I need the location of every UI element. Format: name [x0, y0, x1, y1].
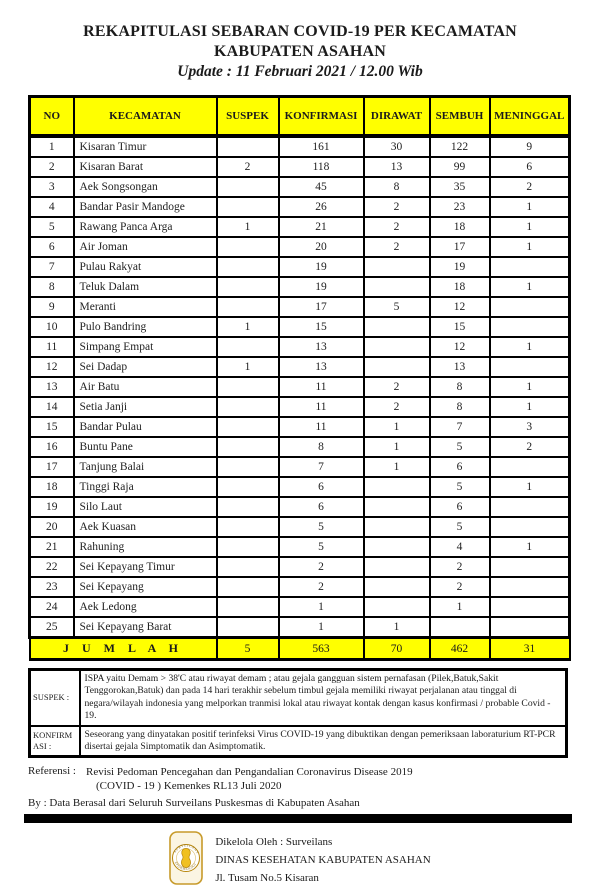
cell-meninggal [490, 577, 570, 597]
reference-block [28, 765, 600, 793]
cell-konfirmasi: 11 [279, 397, 364, 417]
cell-kecamatan: Aek Songsongan [74, 177, 217, 197]
table-row [30, 136, 570, 157]
header-kecamatan: KECAMATAN [74, 97, 217, 137]
cell-meninggal: 1 [490, 237, 570, 257]
cell-meninggal [490, 557, 570, 577]
cell-dirawat: 2 [364, 237, 430, 257]
footer [0, 831, 600, 890]
cell-kecamatan: Tanjung Balai [74, 457, 217, 477]
table-row [30, 617, 570, 638]
cell-sembuh: 5 [430, 437, 490, 457]
cell-konfirmasi: 5 [279, 537, 364, 557]
cell-suspek: 1 [217, 217, 279, 237]
cell-no: 3 [30, 177, 74, 197]
table-row [30, 597, 570, 617]
table-row [30, 177, 570, 197]
table-row [30, 337, 570, 357]
cell-sembuh: 13 [430, 357, 490, 377]
cell-no: 7 [30, 257, 74, 277]
cell-no: 14 [30, 397, 74, 417]
total-label: J U M L A H [30, 638, 217, 660]
table-row [30, 297, 570, 317]
cell-meninggal [490, 617, 570, 638]
cell-suspek [217, 597, 279, 617]
cell-meninggal: 3 [490, 417, 570, 437]
table-row [30, 497, 570, 517]
cell-sembuh: 19 [430, 257, 490, 277]
cell-dirawat: 2 [364, 397, 430, 417]
cell-dirawat: 1 [364, 457, 430, 477]
cell-no: 25 [30, 617, 74, 638]
cell-suspek [217, 457, 279, 477]
cell-sembuh: 18 [430, 277, 490, 297]
table-row [30, 277, 570, 297]
cell-konfirmasi: 19 [279, 277, 364, 297]
cell-konfirmasi: 21 [279, 217, 364, 237]
cell-suspek: 1 [217, 357, 279, 377]
note-text-suspek: ISPA yaitu Demam > 38'C atau riwayat demam ; atau gejala gangguan sistem pernafasan (Pilek,Batuk,Sakit Tenggorokan,Batuk) dan pada 14 hari terakhir sebelum timbul gejala memiliki riwayat perjalanan atau tinggal di negara/wilayah indonesia yang melporkan tranmisi lokal atau riwayat kontak dengan kasus konfirmasi / probable Covid - 19. [80, 670, 567, 726]
cell-meninggal [490, 257, 570, 277]
covid-table-header [30, 97, 570, 137]
cell-suspek [217, 497, 279, 517]
footer-text [215, 831, 430, 887]
note-text-konfirmasi: Seseorang yang dinyatakan positif terinfeksi Virus COVID-19 yang dibuktikan dengan pemeriksaan laboraturium RT-PCR disertai gejala Simptomatik dan Asimptomatik. [80, 726, 567, 757]
surveilans-epidemiologi-logo-icon [169, 831, 203, 890]
cell-sembuh [430, 617, 490, 638]
header-no: NO [30, 97, 74, 137]
table-row [30, 317, 570, 337]
cell-konfirmasi: 19 [279, 257, 364, 277]
divider-bar [24, 814, 572, 823]
cell-suspek [217, 577, 279, 597]
cell-meninggal: 1 [490, 477, 570, 497]
table-row [30, 477, 570, 497]
cell-suspek [217, 617, 279, 638]
cell-no: 10 [30, 317, 74, 337]
cell-kecamatan: Aek Ledong [74, 597, 217, 617]
logo-text-top: SURVEILANS [173, 843, 200, 855]
reference-lines [86, 765, 413, 793]
cell-no: 9 [30, 297, 74, 317]
cell-no: 15 [30, 417, 74, 437]
cell-dirawat [364, 257, 430, 277]
cell-meninggal [490, 317, 570, 337]
cell-no: 5 [30, 217, 74, 237]
cell-meninggal: 1 [490, 277, 570, 297]
cell-kecamatan: Silo Laut [74, 497, 217, 517]
table-row [30, 197, 570, 217]
reference-label: Referensi : [28, 765, 76, 778]
cell-dirawat [364, 597, 430, 617]
cell-no: 4 [30, 197, 74, 217]
table-row [30, 357, 570, 377]
cell-meninggal [490, 357, 570, 377]
cell-dirawat: 13 [364, 157, 430, 177]
cell-kecamatan: Kisaran Barat [74, 157, 217, 177]
cell-sembuh: 12 [430, 297, 490, 317]
cell-meninggal: 1 [490, 397, 570, 417]
cell-konfirmasi: 2 [279, 577, 364, 597]
cell-dirawat [364, 557, 430, 577]
table-row [30, 517, 570, 537]
title-block [0, 22, 600, 82]
cell-suspek [217, 277, 279, 297]
cell-no: 8 [30, 277, 74, 297]
cell-sembuh: 35 [430, 177, 490, 197]
cell-dirawat: 1 [364, 617, 430, 638]
cell-suspek [217, 517, 279, 537]
cell-dirawat [364, 317, 430, 337]
header-sembuh: SEMBUH [430, 97, 490, 137]
cell-konfirmasi: 7 [279, 457, 364, 477]
cell-dirawat: 1 [364, 437, 430, 457]
definitions-table [28, 668, 568, 758]
cell-no: 19 [30, 497, 74, 517]
reference-line2: (COVID - 19 ) Kemenkes RL13 Juli 2020 [96, 780, 282, 793]
cell-meninggal [490, 497, 570, 517]
note-row-konfirmasi [30, 726, 567, 757]
cell-sembuh: 2 [430, 557, 490, 577]
cell-dirawat [364, 497, 430, 517]
cell-kecamatan: Setia Janji [74, 397, 217, 417]
cell-sembuh: 18 [430, 217, 490, 237]
total-dirawat: 70 [364, 638, 430, 660]
cell-meninggal [490, 457, 570, 477]
cell-sembuh: 8 [430, 377, 490, 397]
cell-sembuh: 5 [430, 517, 490, 537]
cell-kecamatan: Bandar Pulau [74, 417, 217, 437]
header-dirawat: DIRAWAT [364, 97, 430, 137]
cell-meninggal: 2 [490, 177, 570, 197]
cell-sembuh: 8 [430, 397, 490, 417]
cell-dirawat [364, 277, 430, 297]
note-label-suspek: SUSPEK : [30, 670, 80, 726]
cell-no: 16 [30, 437, 74, 457]
cell-suspek: 1 [217, 317, 279, 337]
cell-meninggal: 2 [490, 437, 570, 457]
cell-suspek [217, 417, 279, 437]
table-row [30, 577, 570, 597]
cell-konfirmasi: 8 [279, 437, 364, 457]
source-by-line: By : Data Berasal dari Seluruh Surveilans Puskesmas di Kabupaten Asahan [28, 797, 360, 810]
cell-kecamatan: Sei Dadap [74, 357, 217, 377]
cell-meninggal [490, 597, 570, 617]
cell-dirawat: 2 [364, 197, 430, 217]
covid-table [28, 95, 571, 661]
cell-suspek [217, 337, 279, 357]
table-row [30, 437, 570, 457]
note-label-konfirmasi: KONFIRM ASI : [30, 726, 80, 757]
header-meninggal: MENINGGAL [490, 97, 570, 137]
cell-dirawat: 2 [364, 217, 430, 237]
page-title-line1: REKAPITULASI SEBARAN COVID-19 PER KECAMATAN [83, 23, 517, 40]
cell-konfirmasi: 45 [279, 177, 364, 197]
cell-meninggal: 9 [490, 136, 570, 157]
cell-no: 1 [30, 136, 74, 157]
cell-sembuh: 122 [430, 136, 490, 157]
cell-kecamatan: Buntu Pane [74, 437, 217, 457]
cell-kecamatan: Pulo Bandring [74, 317, 217, 337]
cell-konfirmasi: 11 [279, 417, 364, 437]
cell-dirawat [364, 537, 430, 557]
cell-no: 13 [30, 377, 74, 397]
cell-konfirmasi: 17 [279, 297, 364, 317]
cell-konfirmasi: 2 [279, 557, 364, 577]
cell-suspek: 2 [217, 157, 279, 177]
cell-dirawat: 1 [364, 417, 430, 437]
cell-sembuh: 12 [430, 337, 490, 357]
cell-kecamatan: Rawang Panca Arga [74, 217, 217, 237]
cell-suspek [217, 136, 279, 157]
covid-table-body [30, 136, 570, 638]
cell-sembuh: 23 [430, 197, 490, 217]
cell-kecamatan: Sei Kepayang Timur [74, 557, 217, 577]
cell-no: 20 [30, 517, 74, 537]
cell-konfirmasi: 20 [279, 237, 364, 257]
table-row [30, 537, 570, 557]
cell-meninggal: 1 [490, 537, 570, 557]
cell-suspek [217, 397, 279, 417]
cell-no: 18 [30, 477, 74, 497]
cell-sembuh: 17 [430, 237, 490, 257]
cell-kecamatan: Teluk Dalam [74, 277, 217, 297]
cell-suspek [217, 437, 279, 457]
cell-konfirmasi: 1 [279, 617, 364, 638]
cell-kecamatan: Rahuning [74, 537, 217, 557]
cell-konfirmasi: 6 [279, 477, 364, 497]
cell-kecamatan: Sei Kepayang Barat [74, 617, 217, 638]
cell-konfirmasi: 161 [279, 136, 364, 157]
cell-no: 24 [30, 597, 74, 617]
cell-meninggal: 1 [490, 377, 570, 397]
update-date-line: Update : 11 Februari 2021 / 12.00 Wib [177, 63, 423, 80]
table-row [30, 377, 570, 397]
cell-konfirmasi: 26 [279, 197, 364, 217]
cell-kecamatan: Sei Kepayang [74, 577, 217, 597]
table-row [30, 457, 570, 477]
cell-suspek [217, 197, 279, 217]
cell-suspek [217, 557, 279, 577]
cell-sembuh: 5 [430, 477, 490, 497]
cell-meninggal: 6 [490, 157, 570, 177]
reference-line1: Revisi Pedoman Pencegahan dan Pengandalian Coronavirus Disease 2019 [86, 766, 413, 779]
cell-dirawat [364, 477, 430, 497]
cell-dirawat: 30 [364, 136, 430, 157]
cell-suspek [217, 377, 279, 397]
cell-konfirmasi: 6 [279, 497, 364, 517]
cell-konfirmasi: 13 [279, 357, 364, 377]
table-row [30, 557, 570, 577]
table-row [30, 257, 570, 277]
total-meninggal: 31 [490, 638, 570, 660]
cell-suspek [217, 177, 279, 197]
cell-suspek [217, 257, 279, 277]
cell-meninggal: 1 [490, 217, 570, 237]
cell-dirawat [364, 517, 430, 537]
cell-dirawat: 2 [364, 377, 430, 397]
cell-dirawat [364, 357, 430, 377]
cell-kecamatan: Air Batu [74, 377, 217, 397]
header-konfirmasi: KONFIRMASI [279, 97, 364, 137]
logo-text-bottom: EPIDEMIOLOGI [174, 861, 198, 872]
total-konfirmasi: 563 [279, 638, 364, 660]
table-row [30, 397, 570, 417]
cell-no: 17 [30, 457, 74, 477]
cell-kecamatan: Aek Kuasan [74, 517, 217, 537]
cell-dirawat [364, 577, 430, 597]
cell-sembuh: 6 [430, 497, 490, 517]
cell-suspek [217, 477, 279, 497]
cell-konfirmasi: 5 [279, 517, 364, 537]
cell-dirawat: 8 [364, 177, 430, 197]
cell-kecamatan: Bandar Pasir Mandoge [74, 197, 217, 217]
cell-sembuh: 15 [430, 317, 490, 337]
cell-suspek [217, 237, 279, 257]
cell-dirawat: 5 [364, 297, 430, 317]
cell-kecamatan: Meranti [74, 297, 217, 317]
cell-kecamatan: Pulau Rakyat [74, 257, 217, 277]
cell-no: 11 [30, 337, 74, 357]
cell-kecamatan: Simpang Empat [74, 337, 217, 357]
cell-no: 2 [30, 157, 74, 177]
total-suspek: 5 [217, 638, 279, 660]
table-row [30, 157, 570, 177]
cell-meninggal: 1 [490, 197, 570, 217]
note-row-suspek [30, 670, 567, 726]
cell-no: 6 [30, 237, 74, 257]
page-title-line2: KABUPATEN ASAHAN [214, 43, 386, 60]
cell-sembuh: 99 [430, 157, 490, 177]
cell-kecamatan: Tinggi Raja [74, 477, 217, 497]
cell-dirawat [364, 337, 430, 357]
cell-suspek [217, 537, 279, 557]
cell-no: 22 [30, 557, 74, 577]
cell-sembuh: 4 [430, 537, 490, 557]
cell-kecamatan: Kisaran Timur [74, 136, 217, 157]
cell-sembuh: 7 [430, 417, 490, 437]
cell-no: 21 [30, 537, 74, 557]
table-row [30, 417, 570, 437]
footer-agency: DINAS KESEHATAN KABUPATEN ASAHAN [215, 854, 431, 867]
footer-managed-by: Dikelola Oleh : Surveilans [215, 836, 333, 849]
cell-meninggal [490, 517, 570, 537]
cell-meninggal: 1 [490, 337, 570, 357]
cell-konfirmasi: 15 [279, 317, 364, 337]
total-row [30, 638, 570, 660]
cell-sembuh: 2 [430, 577, 490, 597]
cell-no: 23 [30, 577, 74, 597]
cell-konfirmasi: 1 [279, 597, 364, 617]
footer-address: Jl. Tusam No.5 Kisaran [215, 872, 319, 885]
cell-sembuh: 6 [430, 457, 490, 477]
cell-no: 12 [30, 357, 74, 377]
table-row [30, 237, 570, 257]
header-suspek: SUSPEK [217, 97, 279, 137]
table-row [30, 217, 570, 237]
cell-suspek [217, 297, 279, 317]
cell-konfirmasi: 11 [279, 377, 364, 397]
cell-sembuh: 1 [430, 597, 490, 617]
cell-meninggal [490, 297, 570, 317]
cell-konfirmasi: 13 [279, 337, 364, 357]
total-sembuh: 462 [430, 638, 490, 660]
cell-kecamatan: Air Joman [74, 237, 217, 257]
cell-konfirmasi: 118 [279, 157, 364, 177]
